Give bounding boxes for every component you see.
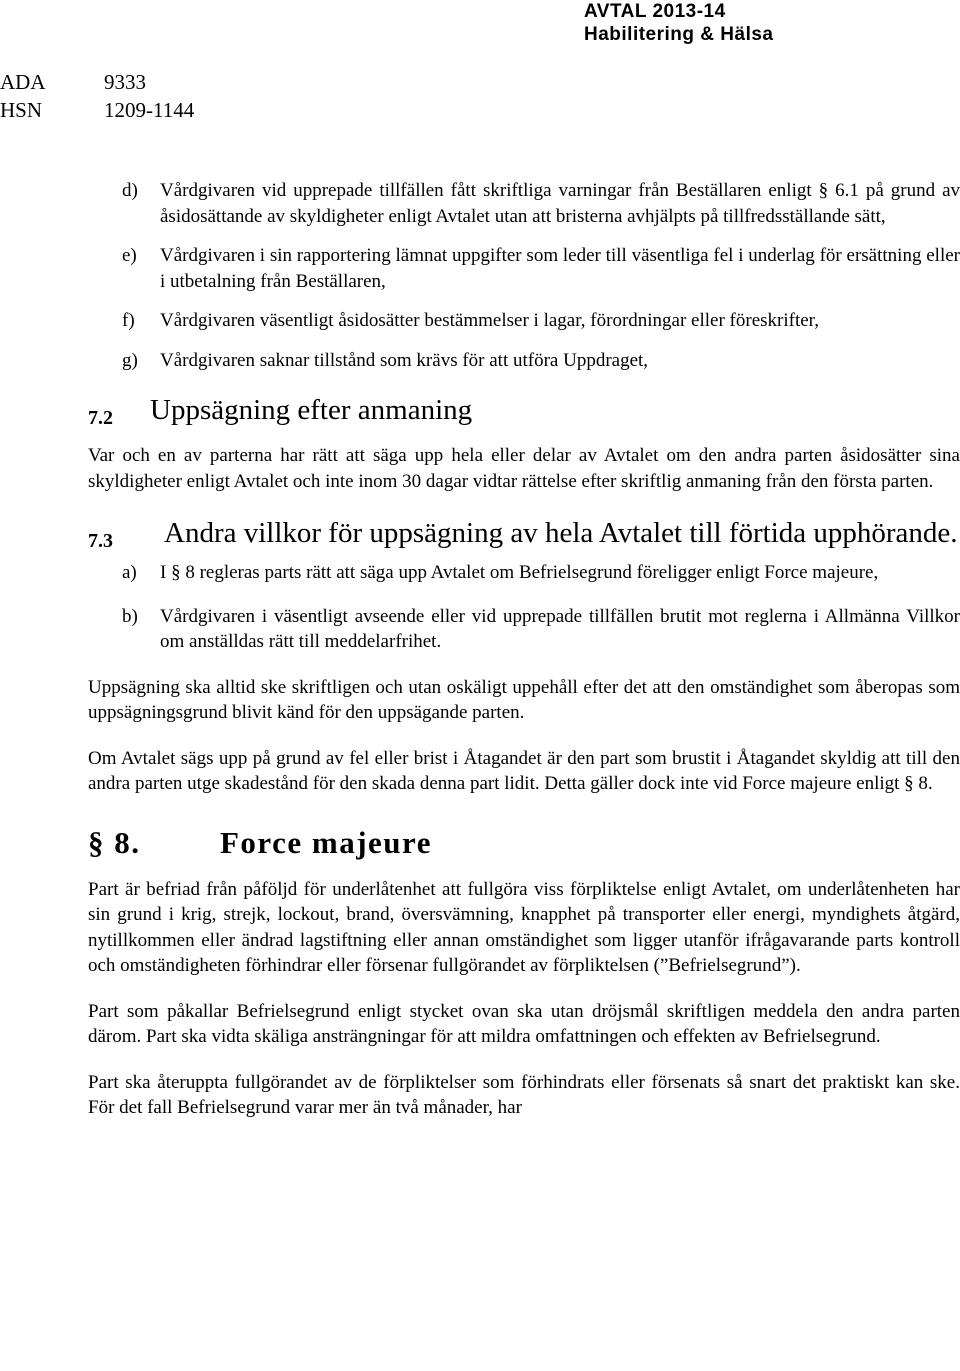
document-ids <box>0 68 194 124</box>
section-7-2-text: Var och en av parterna har rätt att säga upp hela eller delar av Avtalet om den andra parten åsidosätter sina skyldigheter enligt Avtalet och inte inom 30 dagar vidtar rättelse efter skriftlig anmaning från den första parten. <box>88 445 960 492</box>
list-text: Vårdgivaren saknar tillstånd som krävs för att utföra Uppdraget, <box>160 349 649 371</box>
force-majeure-paragraph-1: Part är befriad från påföljd för underlåtenhet att fullgöra viss förpliktelse enligt Avtalet, om underlåtenheten har sin grund i krig, strejk, lockout, brand, översvämning, knapphet på transporter eller energi, myndighets åtgärd, nytillkommen eller ändrad lagstiftning eller annan omständighet som ligger utanför ifrågavarande parts kontroll och omständigheten förhindrar eller försenar fullgörandet av förpliktelsen (”Befrielsegrund”). <box>88 878 960 976</box>
damages-paragraph: Om Avtalet sägs upp på grund av fel eller brist i Åtagandet är den part som brustit i Åtagandet skyldig att till den andra parten utge skadestånd för den skada denna part lidit. Detta gäller dock inte vid Force majeure enligt § 8. <box>88 747 960 794</box>
section-title: Andra villkor för uppsägning av hela Avtalet till förtida upphörande. <box>164 517 958 549</box>
section-title: Force majeure <box>220 824 433 860</box>
section-title: Uppsägning efter anmaning <box>150 394 473 426</box>
section-8-heading <box>88 823 960 863</box>
list-text: Vårdgivaren i sin rapportering lämnat uppgifter som leder till väsentliga fel i underlag för ersättning eller i utbetalning från Beställaren, <box>160 245 960 292</box>
hsn-value: 1209-1144 <box>104 98 195 122</box>
section-number: § 8. <box>88 824 141 860</box>
hsn-row <box>0 96 194 124</box>
ada-row <box>0 68 194 96</box>
termination-paragraph: Uppsägning ska alltid ske skriftligen och utan oskäligt uppehåll efter det att den omständighet som åberopas som uppsägningsgrund blivit känd för den uppsägande parten. <box>88 676 960 723</box>
list-item-g <box>88 348 960 374</box>
ada-value: 9333 <box>104 70 146 94</box>
list-item-f <box>88 308 960 334</box>
list-item-d <box>88 178 960 229</box>
agreement-subtitle: Habilitering & Hälsa <box>584 24 774 45</box>
list-item-e <box>88 243 960 294</box>
list-item-a <box>88 560 960 586</box>
section-7-3-heading <box>88 516 960 550</box>
section-number: 7.3 <box>88 530 113 552</box>
force-majeure-paragraph-2: Part som påkallar Befrielsegrund enligt stycket ovan ska utan dröjsmål skriftligen meddela den andra parten därom. Part ska vidta skäliga ansträngningar för att mildra omfattningen och effekten av Befrielsegrund. <box>88 1000 960 1047</box>
list-label: d) <box>122 180 138 201</box>
force-majeure-paragraph-3: Part ska återuppta fullgörandet av de förpliktelser som förhindrats eller försenats så snart det praktiskt kan ske. För det fall Befrielsegrund varar mer än två månader, har <box>88 1071 960 1118</box>
list-label: f) <box>122 310 135 331</box>
section-number: 7.2 <box>88 407 113 429</box>
ada-label: ADA <box>0 70 46 94</box>
list-label: e) <box>122 245 137 266</box>
list-label: g) <box>122 349 138 371</box>
list-text: I § 8 regleras parts rätt att säga upp Avtalet om Befrielsegrund föreligger enligt Force majeure, <box>160 562 879 583</box>
hsn-label: HSN <box>0 98 43 122</box>
list-item-b <box>88 604 960 655</box>
list-text: Vårdgivaren väsentligt åsidosätter bestämmelser i lagar, förordningar eller föreskrifter, <box>160 310 819 331</box>
list-text: Vårdgivaren i väsentligt avseende eller vid upprepade tillfällen brutit mot reglerna i Allmänna Villkor om anställdas rätt till meddelarfrihet. <box>160 605 960 652</box>
list-label: b) <box>122 605 138 627</box>
document-body <box>88 178 960 1121</box>
list-label: a) <box>122 562 137 583</box>
section-7-2-heading <box>88 393 960 427</box>
list-text: Vårdgivaren vid upprepade tillfällen fått skriftliga varningar från Beställaren enligt § 6.1 på grund av åsidosättande av skyldigheter enligt Avtalet utan att bristerna avhjälpts på tillfredsställande sätt, <box>160 180 960 227</box>
agreement-title: AVTAL 2013-14 <box>584 1 726 22</box>
document-header <box>584 0 774 46</box>
